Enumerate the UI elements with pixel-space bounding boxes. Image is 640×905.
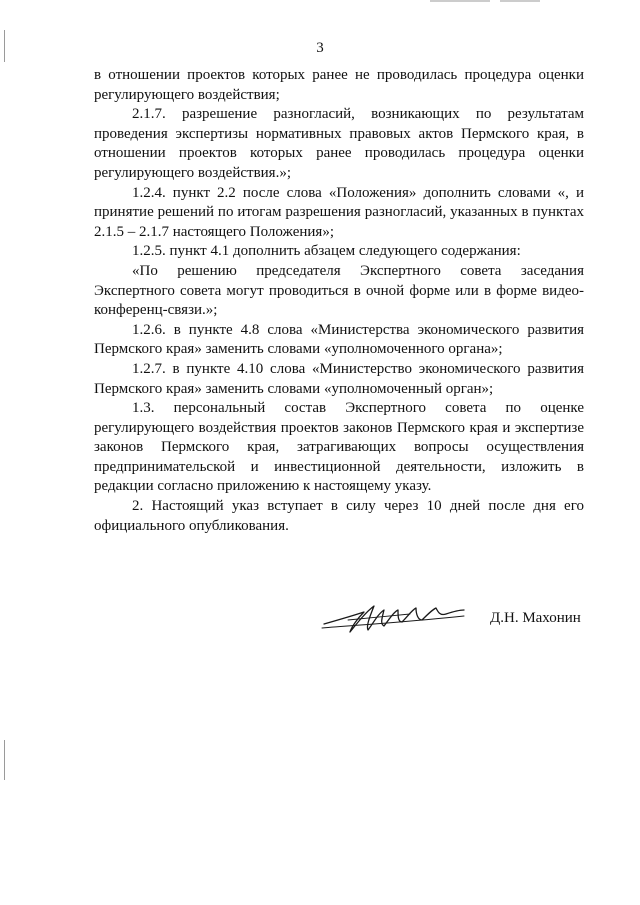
paragraph-1-2-4: 1.2.4. пункт 2.2 после слова «Положения» дополнить словами «, и принятие решений по итогам разрешения разногласий, указанных в пунктах 2.1.5 – 2.1.7 настоящего Положения»;	[94, 184, 584, 240]
paragraph-1-2-5: 1.2.5. пункт 4.1 дополнить абзацем следующего содержания:	[132, 243, 521, 260]
scan-edge-line	[500, 0, 540, 2]
paragraph-continuation: в отношении проектов которых ранее не проводилась процедура оценки регулирующего воздействия;	[94, 67, 584, 103]
signature-block	[0, 596, 640, 646]
paragraph-2: 2. Настоящий указ вступает в силу через 10 дней после дня его официального опубликования.	[94, 498, 584, 534]
paragraph-1-3: 1.3. персональный состав Экспертного совета по оценке регулирующего воздействия проектов законов Пермского края и экспертизе законов Пермского края, затрагивающих вопросы осуществления предпринимательской и инвестиционной деятельности, изложить в редакции согласно приложению к настоящему указу.	[94, 400, 584, 495]
paragraph-quote: «По решению председателя Экспертного совета заседания Экспертного совета могут проводиться в очной форме или в форме видео-конференц-связи.»;	[94, 262, 584, 319]
page-number: 3	[316, 40, 324, 56]
paragraph-1-2-7: 1.2.7. в пункте 4.10 слова «Министерство экономического развития Пермского края» заменить словами «уполномоченный орган»;	[94, 360, 584, 397]
handwritten-signature	[318, 598, 468, 638]
paragraph-1-2-6: 1.2.6. в пункте 4.8 слова «Министерства экономического развития Пермского края» заменить словами «уполномоченного органа»;	[94, 321, 584, 358]
paragraph-2-1-7: 2.1.7. разрешение разногласий, возникающих по результатам проведения экспертизы нормативных правовых актов Пермского края, в отношении проектов которых ранее проводилась процедура оценки регулирующего воздействия.»;	[94, 106, 584, 181]
scan-edge-line	[430, 0, 490, 2]
signer-name: Д.Н. Махонин	[490, 610, 581, 626]
document-body	[94, 66, 584, 536]
scan-margin-mark	[4, 740, 5, 780]
